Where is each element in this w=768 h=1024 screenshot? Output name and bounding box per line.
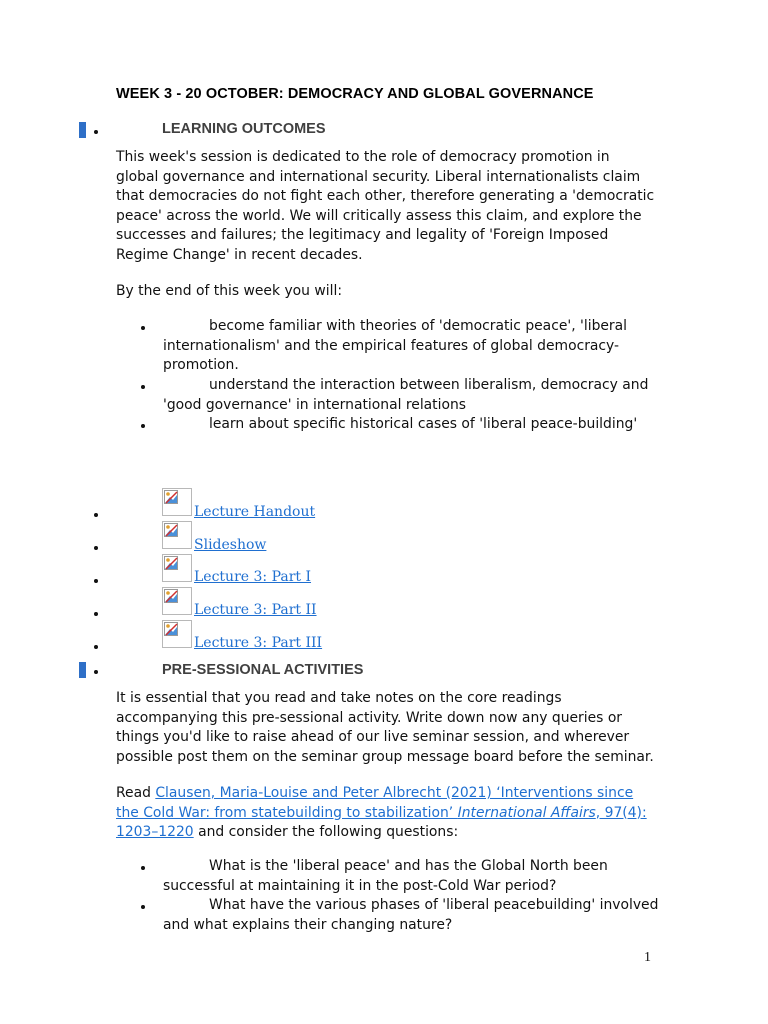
read-suffix: and consider the following questions: <box>193 824 459 840</box>
section-marker <box>79 662 86 678</box>
citation-tail: , 97(4): 1203–1220 <box>116 804 647 840</box>
broken-image-icon <box>162 554 192 582</box>
lecture-part-2-link[interactable]: Lecture 3: Part II <box>194 602 317 618</box>
pre-sessional-intro <box>116 689 656 767</box>
broken-image-icon <box>162 620 192 648</box>
by-end-text: By the end of this week you will: <box>116 283 342 299</box>
learning-intro-text: This week's session is dedicated to the role of democracy promotion in global governance and international security. Liberal internationalists claim that democracies do not fight each other, therefore generating a 'democratic peace' across the world. We will critically assess this claim, and explore the successes and failures; the legitimacy and legality of 'Foreign Imposed Regime Change' in recent decades. <box>116 149 655 263</box>
broken-image-icon <box>162 587 192 615</box>
reading-instruction <box>116 784 656 843</box>
bullet <box>94 130 98 134</box>
page-number: 1 <box>644 950 651 965</box>
question-item <box>163 896 663 935</box>
bullet <box>94 612 98 616</box>
learning-outcomes-heading: LEARNING OUTCOMES <box>162 121 326 137</box>
bullet <box>94 670 98 674</box>
outcome-text: understand the interaction between liberalism, democracy and 'good governance' in international relations <box>163 377 649 413</box>
pre-sessional-heading: PRE-SESSIONAL ACTIVITIES <box>162 662 364 678</box>
bullet <box>141 424 145 428</box>
citation-main: Clausen, Maria-Louise and Peter Albrecht (2021) ‘Interventions since the Cold War: from statebuilding to stabilization’ <box>116 785 634 821</box>
learning-intro <box>116 148 656 265</box>
question-item <box>163 857 663 896</box>
outcome-item <box>163 317 663 376</box>
question-text: What is the 'liberal peace' and has the Global North been successful at maintaining it in the post-Cold War period? <box>163 858 608 894</box>
section-marker <box>79 122 86 138</box>
bullet <box>94 546 98 550</box>
bullet <box>141 385 145 389</box>
broken-image-icon <box>162 521 192 549</box>
bullet <box>141 326 145 330</box>
outcome-text: learn about specific historical cases of 'liberal peace-building' <box>209 416 638 432</box>
bullet <box>94 513 98 517</box>
outcome-text: become familiar with theories of 'democratic peace', 'liberal internationalism' and the empirical features of global democracy-promotion. <box>163 318 628 373</box>
outcome-item <box>163 376 663 415</box>
lecture-handout-link[interactable]: Lecture Handout <box>194 504 316 520</box>
bullet <box>141 866 145 870</box>
slideshow-link[interactable]: Slideshow <box>194 537 267 553</box>
read-prefix: Read <box>116 785 156 801</box>
lecture-part-3-link[interactable]: Lecture 3: Part III <box>194 635 323 651</box>
broken-image-icon <box>162 488 192 516</box>
question-text: What have the various phases of 'liberal peacebuilding' involved and what explains their changing nature? <box>163 897 659 933</box>
bullet <box>94 645 98 649</box>
lecture-part-1-link[interactable]: Lecture 3: Part I <box>194 569 312 585</box>
bullet <box>94 579 98 583</box>
bullet <box>141 905 145 909</box>
citation-journal: International Affairs <box>457 804 596 821</box>
page-title: WEEK 3 - 20 OCTOBER: DEMOCRACY AND GLOBAL GOVERNANCE <box>116 86 594 102</box>
pre-sessional-intro-text: It is essential that you read and take notes on the core readings accompanying this pre-sessional activity. Write down now any queries or things you'd like to raise ahead of our live seminar session, and wherever possible post them on the seminar group message board before the seminar. <box>116 690 654 765</box>
outcome-item <box>163 415 663 435</box>
